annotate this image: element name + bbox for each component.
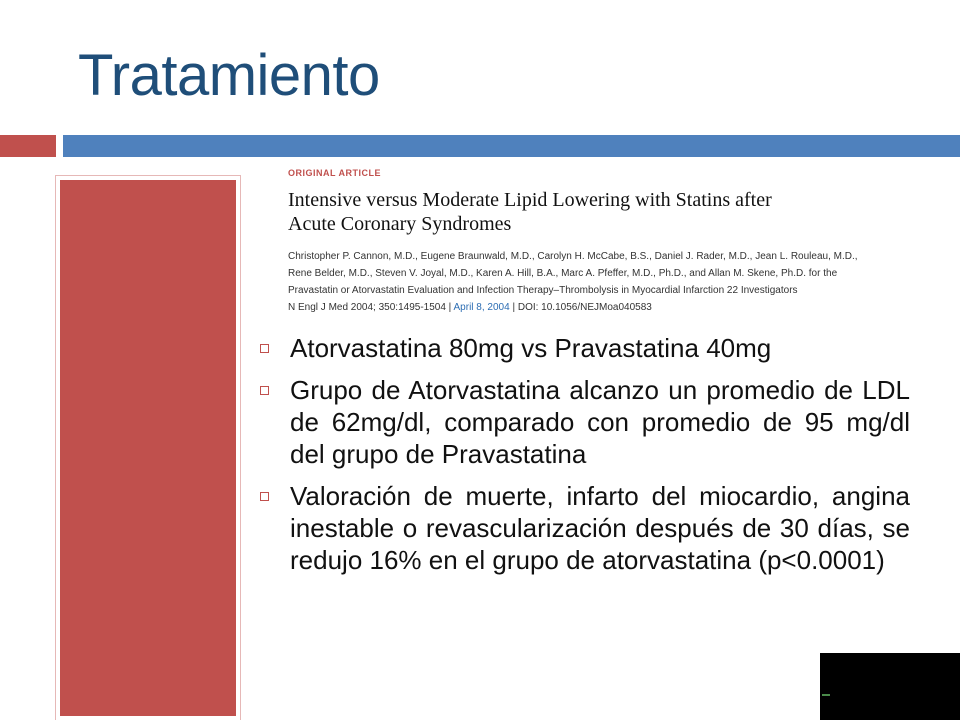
article-citation: N Engl J Med 2004; 350:1495-1504 — [288, 302, 446, 313]
bullet-text: Grupo de Atorvastatina alcanzo un promedio de LDL de 62mg/dl, comparado con promedio de 95 mg/dl del grupo de Pravastatina — [290, 375, 910, 469]
authors-line: Rene Belder, M.D., Steven V. Joyal, M.D., Karen A. Hill, B.A., Marc A. Pfeffer, M.D., Ph.D., and Allan M. Skene, Ph.D. for the — [288, 268, 838, 279]
article-citation-row — [288, 299, 928, 316]
article-title-line: Acute Coronary Syndromes — [288, 213, 512, 235]
slide-title: Tratamiento — [78, 43, 380, 108]
citation-separator: | — [512, 302, 516, 313]
bullet-square-icon — [260, 344, 269, 353]
video-thumbnail — [820, 653, 960, 720]
header-bar-blue — [63, 135, 960, 157]
bullet-item — [258, 374, 910, 470]
bullet-list — [258, 332, 910, 586]
citation-separator: | — [448, 302, 452, 313]
article-date-link[interactable]: April 8, 2004 — [453, 302, 510, 313]
side-decorative-panel — [56, 176, 240, 720]
bullet-square-icon — [260, 386, 269, 395]
bullet-item — [258, 480, 910, 576]
bullet-square-icon — [260, 492, 269, 501]
thumbnail-mark — [822, 694, 830, 696]
article-excerpt — [288, 168, 928, 316]
article-title-line: Intensive versus Moderate Lipid Lowering with Statins after — [288, 189, 772, 211]
article-authors — [288, 248, 928, 316]
article-title — [288, 188, 928, 236]
authors-line: Christopher P. Cannon, M.D., Eugene Braunwald, M.D., Carolyn H. McCabe, B.S., Daniel J. Rader, M.D., Jean L. Rouleau, M.D., — [288, 251, 858, 262]
article-doi: DOI: 10.1056/NEJMoa040583 — [517, 302, 652, 313]
bullet-text: Atorvastatina 80mg vs Pravastatina 40mg — [290, 333, 772, 363]
header-bar-red — [0, 135, 56, 157]
authors-line: Pravastatin or Atorvastatin Evaluation and Infection Therapy–Thrombolysis in Myocardial Infarction 22 Investigators — [288, 285, 798, 296]
bullet-text: Valoración de muerte, infarto del miocardio, angina inestable o revascularización después de 30 días, se redujo 16% en el grupo de atorvastatina (p<0.0001) — [290, 481, 910, 575]
bullet-item — [258, 332, 910, 364]
article-label: ORIGINAL ARTICLE — [288, 168, 381, 178]
